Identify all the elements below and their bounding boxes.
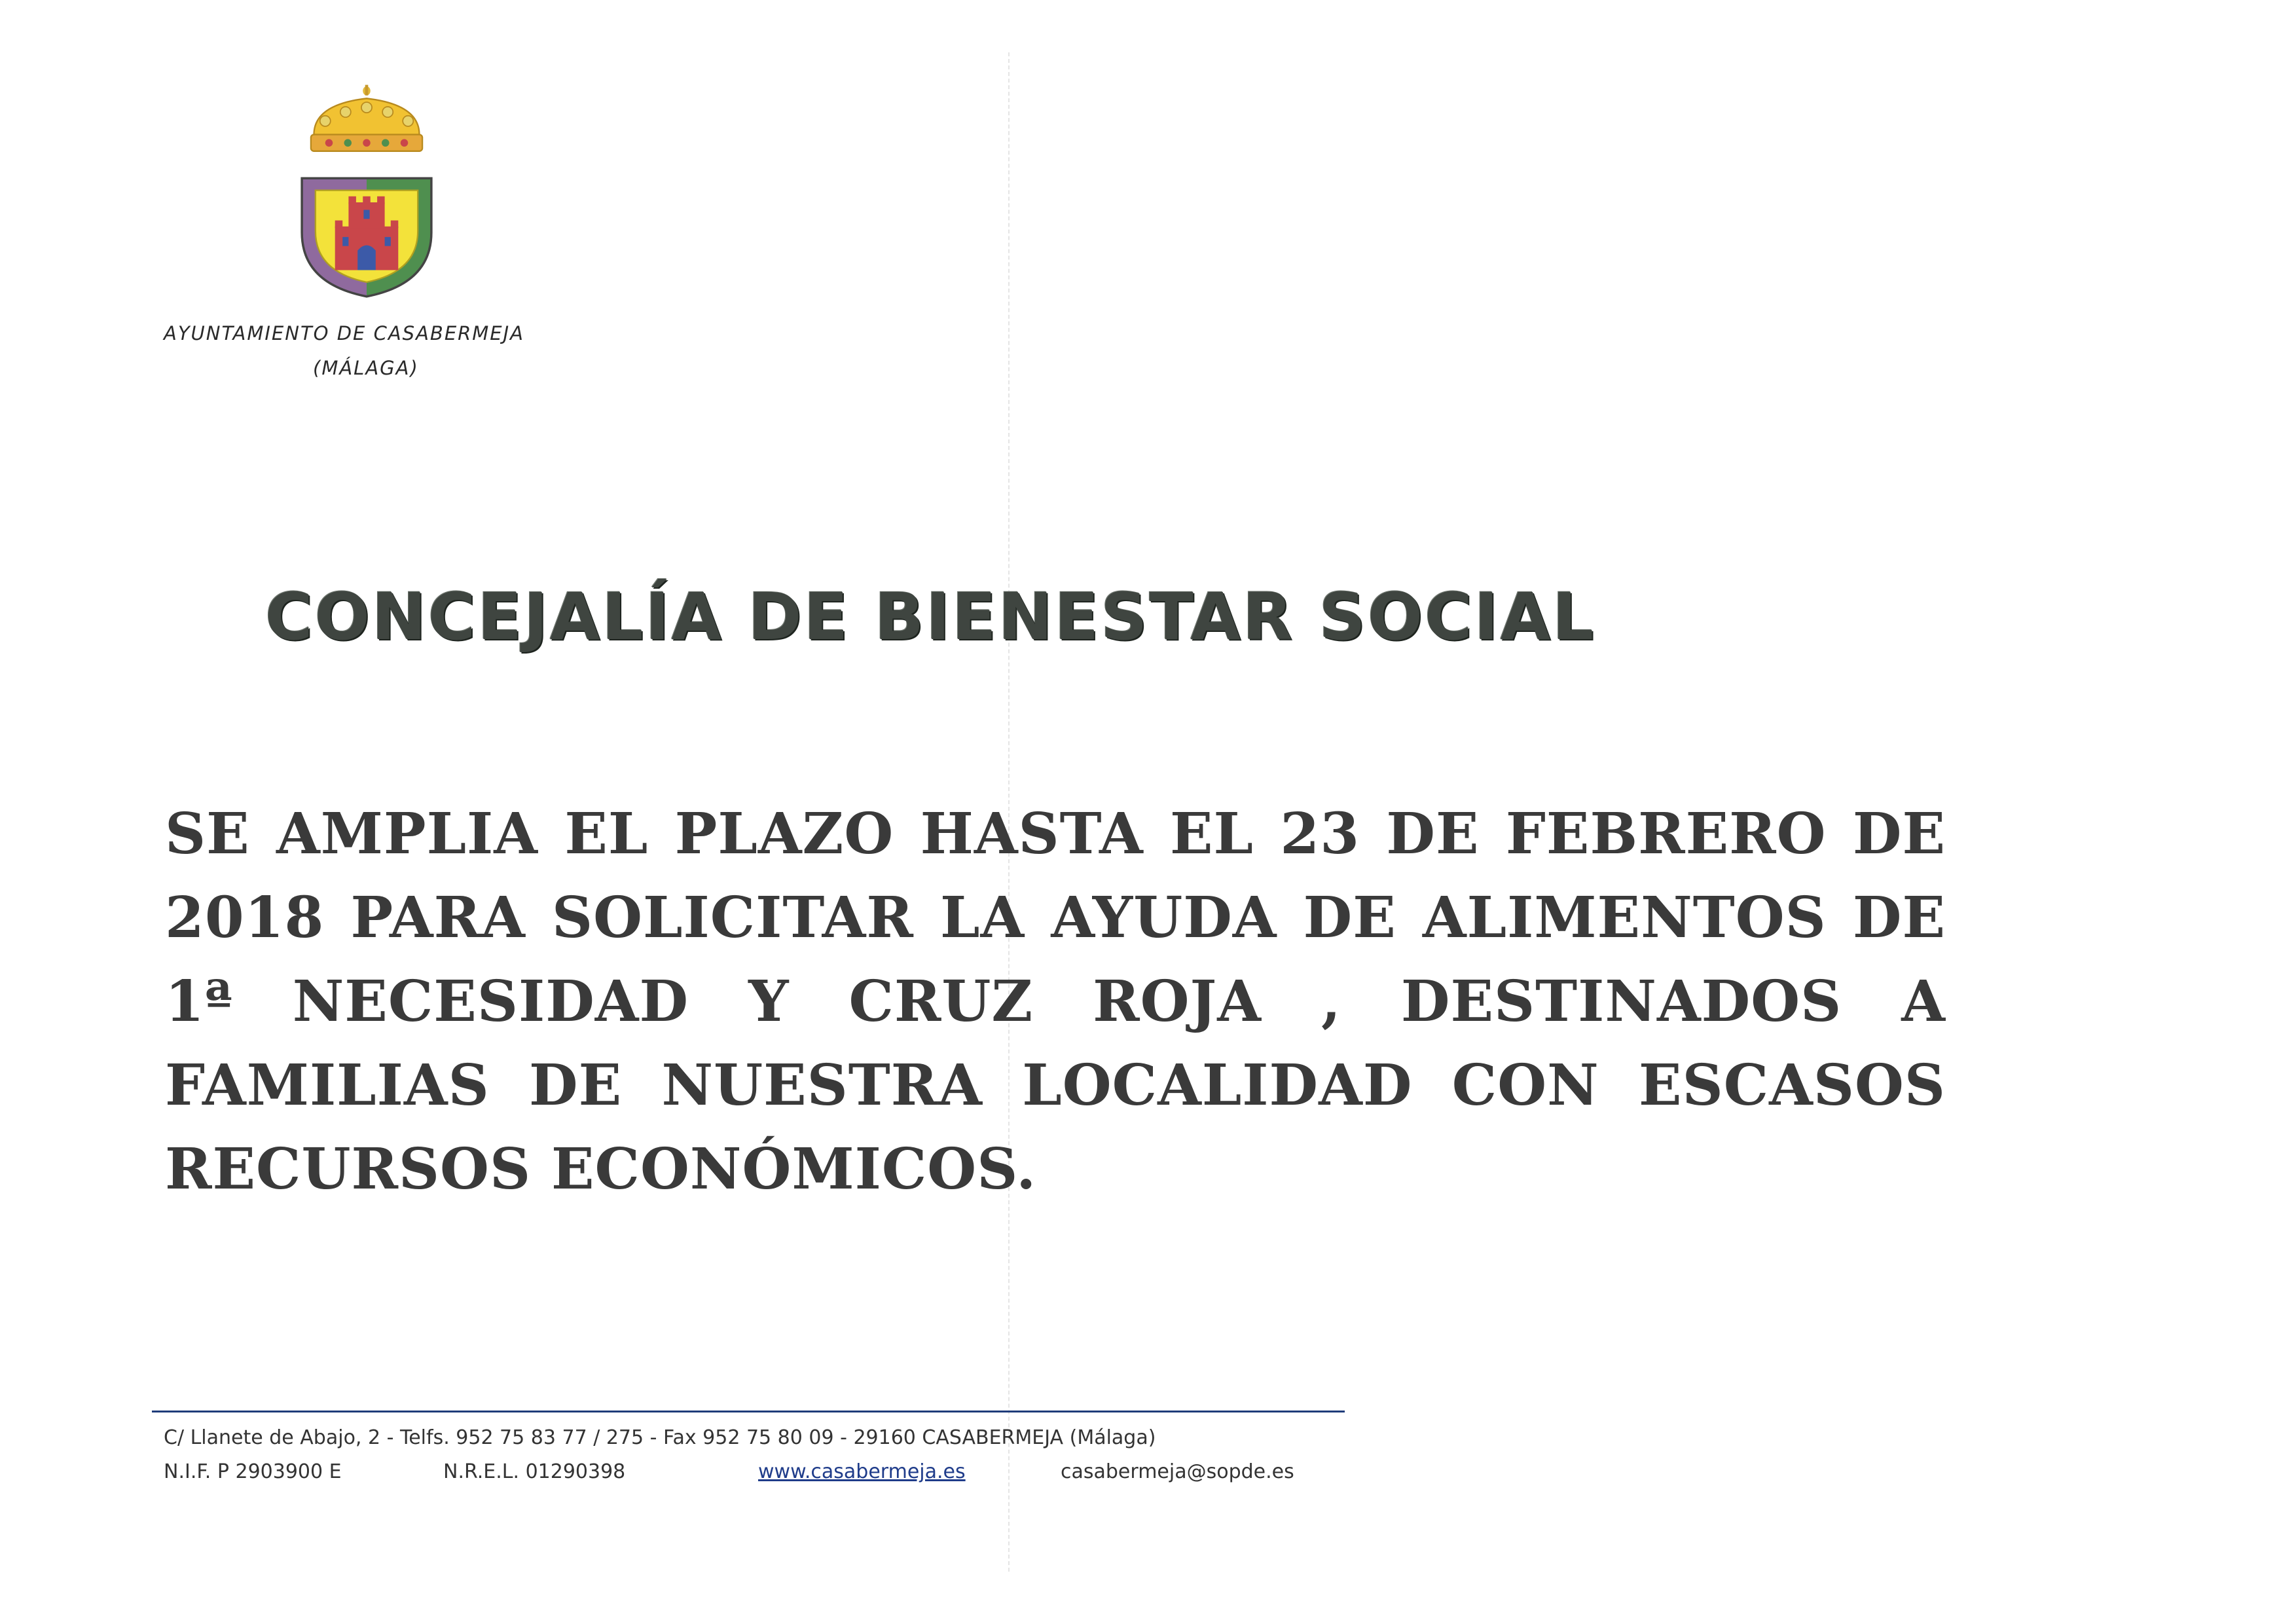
footer-email[interactable]: casabermeja@sopde.es [1061, 1460, 1294, 1483]
footer-nrel: N.R.E.L. 01290398 [443, 1460, 626, 1483]
footer-nif: N.I.F. P 2903900 E [164, 1460, 342, 1483]
organization-name: AYUNTAMIENTO DE CASABERMEJA [164, 322, 525, 344]
footer-divider [152, 1411, 1345, 1412]
department-heading: CONCEJALÍA DE BIENESTAR SOCIAL [265, 580, 1596, 655]
footer-website-link[interactable]: www.casabermeja.es [758, 1460, 966, 1483]
footer-address: C/ Llanete de Abajo, 2 - Telfs. 952 75 83 77 / 275 - Fax 952 75 80 09 - 29160 CASABERMEJA (Málaga) [164, 1426, 1156, 1449]
notice-body: SE AMPLIA EL PLAZO HASTA EL 23 DE FEBRERO DE 2018 PARA SOLICITAR LA AYUDA DE ALIMENTOS DE 1ª NECESIDAD Y CRUZ ROJA , DESTINADOS A FAMILIAS DE NUESTRA LOCALIDAD CON ESCASOS RECURSOS ECONÓMICOS. [165, 801, 1946, 1202]
coat-of-arms-logo [291, 82, 442, 308]
organization-province: (MÁLAGA) [313, 357, 419, 379]
